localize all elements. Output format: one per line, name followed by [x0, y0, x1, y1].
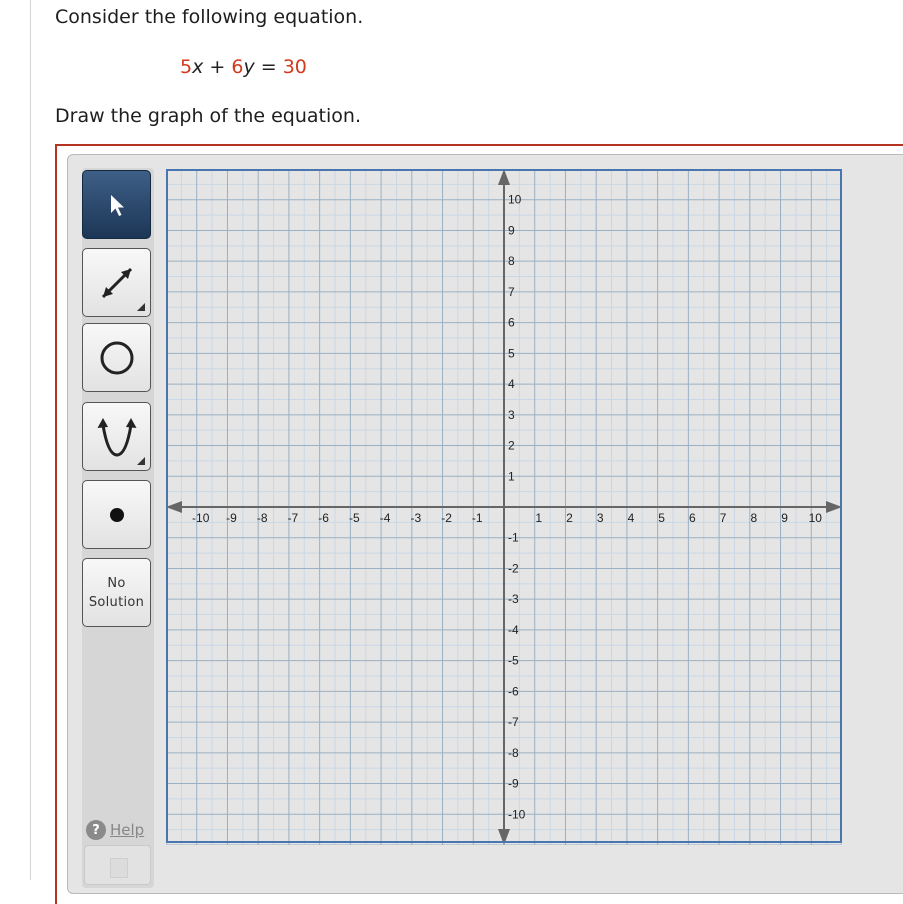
x-tick-label: 9 — [781, 511, 788, 525]
no-solution-line-2: Solution — [88, 594, 145, 610]
question-prompt: Consider the following equation. — [55, 6, 364, 28]
y-tick-label: -7 — [508, 715, 519, 730]
x-tick-label: -1 — [471, 511, 483, 525]
coefficient-b: 6 — [231, 56, 244, 78]
y-tick-label: -8 — [508, 745, 519, 760]
x-axis-right-arrow — [826, 501, 842, 513]
x-tick-label: 7 — [719, 511, 727, 525]
line-tool-icon — [95, 261, 139, 305]
x-tick-label: 2 — [566, 511, 573, 525]
x-tick-label: -5 — [349, 511, 360, 525]
y-tick-label: 7 — [508, 284, 515, 299]
variable-y: y — [243, 56, 255, 78]
y-tick-label: 2 — [508, 438, 515, 453]
y-tick-label: 6 — [508, 315, 515, 330]
no-solution-button[interactable] — [82, 558, 151, 627]
coordinate-grid[interactable] — [166, 169, 842, 845]
plus-sign: + — [209, 56, 226, 78]
y-tick-label: -6 — [508, 684, 519, 699]
equals-sign: = — [260, 56, 277, 78]
line-tool-button[interactable] — [82, 248, 151, 317]
x-tick-label: -7 — [287, 511, 299, 525]
circle-tool-button[interactable] — [82, 323, 151, 392]
constant-c: 30 — [282, 56, 307, 78]
parabola-tool-button[interactable] — [82, 402, 151, 471]
disabled-tool-icon — [110, 858, 128, 878]
question-instruction: Draw the graph of the equation. — [55, 105, 361, 127]
y-tick-label: -10 — [508, 807, 526, 822]
variable-x: x — [192, 56, 204, 78]
parabola-tool-icon — [94, 413, 140, 461]
point-tool-icon — [107, 505, 127, 525]
y-tick-label: 4 — [508, 377, 515, 392]
disabled-tool-button — [84, 845, 151, 885]
y-tick-label: 9 — [508, 223, 515, 238]
y-tick-label: 1 — [508, 469, 515, 484]
x-axis-tick-labels — [192, 511, 822, 525]
equation — [180, 56, 307, 78]
x-tick-label: 1 — [535, 511, 543, 525]
cursor-arrow-icon — [105, 191, 129, 219]
y-tick-label: -1 — [508, 530, 519, 545]
parabola-tool-options-indicator — [137, 457, 145, 465]
y-tick-label: 5 — [508, 346, 515, 361]
select-tool-button[interactable] — [82, 170, 151, 239]
y-tick-label: -9 — [508, 776, 519, 791]
x-tick-label: -10 — [192, 511, 210, 525]
y-tick-label: 10 — [508, 192, 522, 207]
x-tick-label: 6 — [689, 511, 696, 525]
x-tick-label: 4 — [627, 511, 635, 525]
y-tick-label: -4 — [508, 622, 519, 637]
y-axis-top-arrow — [498, 169, 510, 185]
x-tick-label: 8 — [750, 511, 758, 525]
circle-tool-icon — [95, 336, 139, 380]
y-tick-label: 3 — [508, 407, 515, 422]
x-tick-label: 5 — [658, 511, 665, 525]
y-tick-label: -2 — [508, 561, 519, 576]
x-tick-label: 3 — [596, 511, 604, 525]
x-tick-label: -6 — [318, 511, 329, 525]
coefficient-a: 5 — [180, 56, 193, 78]
no-solution-line-1: No — [107, 575, 126, 591]
help-link[interactable] — [86, 820, 144, 840]
point-tool-button[interactable] — [82, 480, 151, 549]
x-tick-label: -4 — [379, 511, 391, 525]
left-margin-rule — [30, 0, 31, 880]
x-tick-label: -9 — [226, 511, 237, 525]
y-tick-label: -3 — [508, 592, 519, 607]
y-tick-label: -5 — [508, 653, 519, 668]
help-icon: ? — [86, 820, 106, 840]
x-tick-label: -3 — [410, 511, 422, 525]
axes — [166, 169, 842, 845]
help-label: Help — [110, 821, 145, 839]
x-axis-left-arrow — [166, 501, 182, 513]
line-tool-options-indicator — [137, 303, 145, 311]
y-tick-label: 8 — [508, 254, 515, 269]
x-tick-label: 10 — [808, 511, 822, 525]
x-tick-label: -8 — [256, 511, 268, 525]
x-tick-label: -2 — [441, 511, 452, 525]
